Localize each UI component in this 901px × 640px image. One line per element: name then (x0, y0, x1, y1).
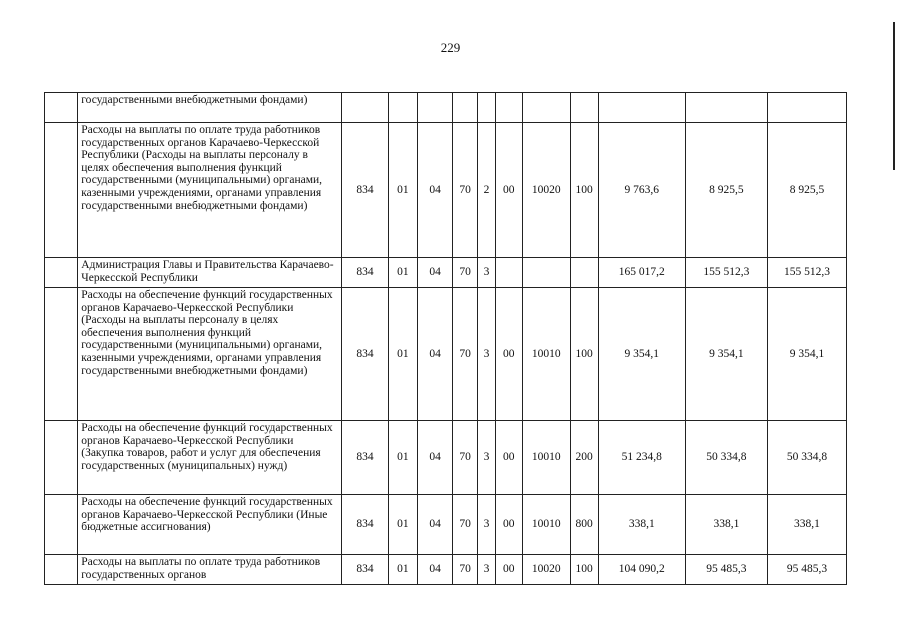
cell-subsection: 04 (417, 555, 452, 585)
cell-amount-2: 8 925,5 (685, 123, 767, 258)
cell-ministry: 834 (342, 258, 389, 288)
cell-program: 70 (453, 421, 478, 495)
row-name: Расходы на выплаты по оплате труда работников государственных органов (78, 555, 342, 585)
table-row (45, 421, 847, 495)
cell-direction: 10010 (522, 288, 570, 421)
cell-subsection: 04 (417, 288, 452, 421)
row-name: Администрация Главы и Правительства Карачаево-Черкесской Республики (78, 258, 342, 288)
cell-expense-type (570, 258, 598, 288)
cell-section: 01 (388, 421, 417, 495)
cell-subprogram: 3 (478, 495, 496, 555)
cell-section: 01 (388, 495, 417, 555)
cell-ministry: 834 (342, 288, 389, 421)
cell-amount-3: 95 485,3 (767, 555, 846, 585)
cell-amount-3: 338,1 (767, 495, 846, 555)
cell-direction (522, 93, 570, 123)
cell-subsection: 04 (417, 258, 452, 288)
cell-amount-1: 9 354,1 (598, 288, 685, 421)
cell-program: 70 (453, 258, 478, 288)
cell-measure: 00 (495, 495, 522, 555)
blank-cell (45, 495, 78, 555)
cell-section: 01 (388, 555, 417, 585)
cell-subsection: 04 (417, 495, 452, 555)
cell-measure: 00 (495, 421, 522, 495)
cell-amount-1: 9 763,6 (598, 123, 685, 258)
table-row (45, 123, 847, 258)
cell-subsection (417, 93, 452, 123)
cell-expense-type: 100 (570, 123, 598, 258)
cell-amount-1: 338,1 (598, 495, 685, 555)
cell-subprogram: 3 (478, 421, 496, 495)
cell-measure: 00 (495, 123, 522, 258)
cell-measure (495, 258, 522, 288)
cell-subprogram: 2 (478, 123, 496, 258)
row-name: Расходы на обеспечение функций государственных органов Карачаево-Черкесской Республики (Закупка товаров, работ и услуг для обеспечения государственных (муниципальных) нужд) (78, 421, 342, 495)
cell-program: 70 (453, 288, 478, 421)
cell-amount-1: 104 090,2 (598, 555, 685, 585)
cell-amount-2: 338,1 (685, 495, 767, 555)
cell-section (388, 93, 417, 123)
budget-table-body (45, 93, 847, 585)
cell-measure (495, 93, 522, 123)
cell-section: 01 (388, 288, 417, 421)
cell-section: 01 (388, 123, 417, 258)
cell-amount-2: 155 512,3 (685, 258, 767, 288)
cell-direction: 10010 (522, 495, 570, 555)
cell-amount-1: 51 234,8 (598, 421, 685, 495)
cell-expense-type: 100 (570, 288, 598, 421)
cell-amount-2 (685, 93, 767, 123)
cell-section: 01 (388, 258, 417, 288)
cell-subprogram (478, 93, 496, 123)
blank-cell (45, 93, 78, 123)
table-row (45, 495, 847, 555)
cell-expense-type: 800 (570, 495, 598, 555)
cell-program: 70 (453, 495, 478, 555)
cell-subprogram: 3 (478, 555, 496, 585)
cell-subsection: 04 (417, 421, 452, 495)
cell-ministry: 834 (342, 421, 389, 495)
table-row (45, 93, 847, 123)
page-number: 229 (440, 40, 461, 55)
cell-amount-2: 50 334,8 (685, 421, 767, 495)
cell-ministry: 834 (342, 123, 389, 258)
cell-amount-1 (598, 93, 685, 123)
cell-program: 70 (453, 555, 478, 585)
cell-direction: 10020 (522, 123, 570, 258)
cell-amount-3: 155 512,3 (767, 258, 846, 288)
row-name: Расходы на обеспечение функций государственных органов Карачаево-Черкесской Республики (Расходы на выплаты персоналу в целях обеспечения выполнения функций государственными (муниципальными) органами, казенными учреждениями, органами управления государственными внебюджетными фондами) (78, 288, 342, 421)
cell-subprogram: 3 (478, 288, 496, 421)
cell-direction: 10010 (522, 421, 570, 495)
cell-expense-type: 200 (570, 421, 598, 495)
cell-amount-3: 9 354,1 (767, 288, 846, 421)
cell-amount-3 (767, 93, 846, 123)
cell-subprogram: 3 (478, 258, 496, 288)
cell-expense-type: 100 (570, 555, 598, 585)
cell-ministry: 834 (342, 495, 389, 555)
cell-direction (522, 258, 570, 288)
page-edge-mark (893, 22, 895, 170)
row-name: Расходы на выплаты по оплате труда работников государственных органов Карачаево-Черкесской Республики (Расходы на выплаты персоналу в целях обеспечения выполнения функций государственными (муниципальными) органами, казенными учреждениями, органами управления государственными внебюджетными фондами) (78, 123, 342, 258)
cell-amount-3: 8 925,5 (767, 123, 846, 258)
cell-measure: 00 (495, 288, 522, 421)
row-name: Расходы на обеспечение функций государственных органов Карачаево-Черкесской Республики (Иные бюджетные ассигнования) (78, 495, 342, 555)
blank-cell (45, 421, 78, 495)
budget-table (44, 92, 847, 585)
cell-program: 70 (453, 123, 478, 258)
table-row (45, 288, 847, 421)
row-name: государственными внебюджетными фондами) (78, 93, 342, 123)
cell-amount-2: 9 354,1 (685, 288, 767, 421)
cell-subsection: 04 (417, 123, 452, 258)
cell-amount-2: 95 485,3 (685, 555, 767, 585)
table-row (45, 555, 847, 585)
blank-cell (45, 258, 78, 288)
cell-measure: 00 (495, 555, 522, 585)
cell-ministry: 834 (342, 555, 389, 585)
cell-direction: 10020 (522, 555, 570, 585)
cell-program (453, 93, 478, 123)
cell-ministry (342, 93, 389, 123)
table-row (45, 258, 847, 288)
cell-expense-type (570, 93, 598, 123)
blank-cell (45, 555, 78, 585)
blank-cell (45, 123, 78, 258)
cell-amount-1: 165 017,2 (598, 258, 685, 288)
blank-cell (45, 288, 78, 421)
cell-amount-3: 50 334,8 (767, 421, 846, 495)
